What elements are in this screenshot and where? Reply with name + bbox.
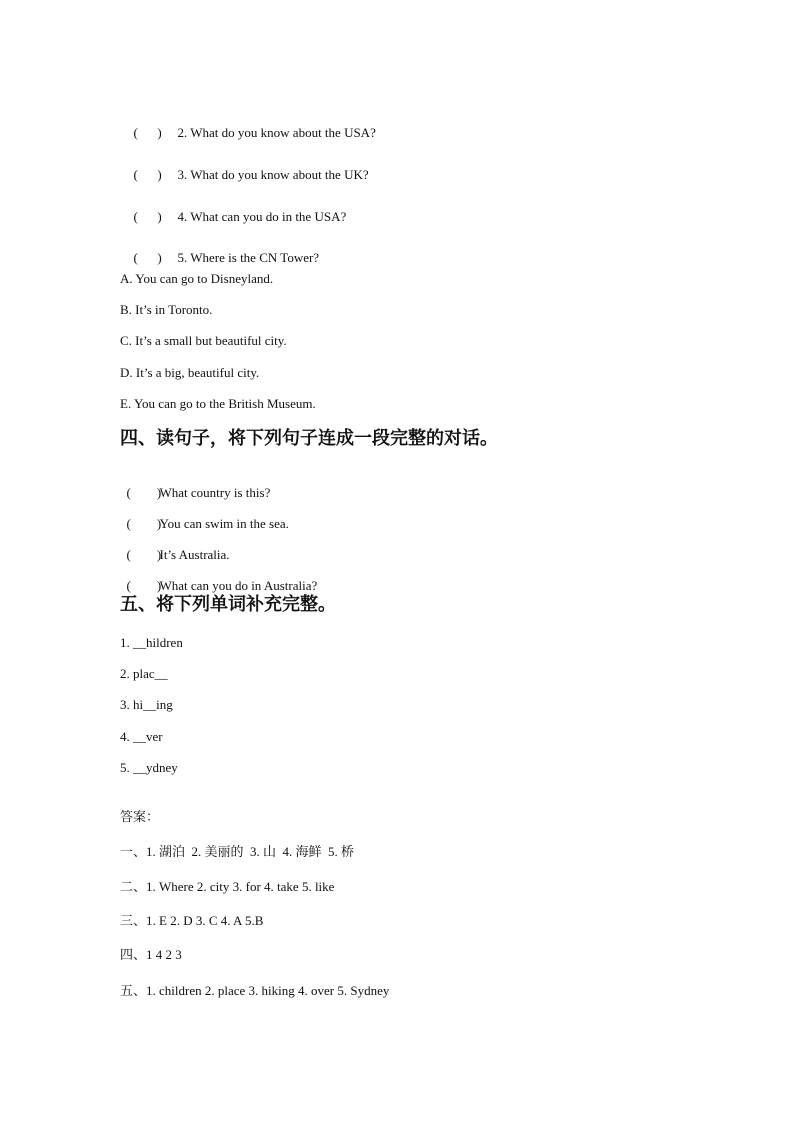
answer-blank: ( ): [133, 250, 162, 265]
question-row: [127, 193, 346, 225]
question-text: 2. What do you know about the USA?: [177, 125, 376, 140]
answer-blank: ( ): [126, 516, 162, 531]
word-item: 2. plac__: [120, 666, 168, 681]
dialogue-text: What can you do in Australia?: [159, 578, 318, 593]
answer-blank: ( ): [126, 547, 162, 562]
answer-blank: ( ): [133, 167, 162, 182]
dialogue-text: You can swim in the sea.: [159, 516, 289, 531]
question-text: 3. What do you know about the UK?: [177, 167, 369, 182]
question-text: 5. Where is the CN Tower?: [177, 250, 320, 265]
word-item: 3. hi__ing: [120, 697, 173, 712]
answer-blank: ( ): [133, 209, 162, 224]
answer-line: 三、1. E 2. D 3. C 4. A 5.B: [120, 913, 264, 928]
word-item: 5. __ydney: [120, 760, 178, 775]
dialogue-row: [120, 500, 289, 532]
answers-title: 答案：: [120, 810, 160, 825]
dialogue-text: What country is this?: [159, 485, 271, 500]
answer-blank: ( ): [133, 125, 162, 140]
option-item: B. It’s in Toronto.: [120, 302, 213, 317]
section-heading: 四、读句子，将下列句子连成一段完整的对话。: [120, 428, 498, 449]
section-heading: 五、将下列单词补充完整。: [120, 594, 336, 615]
question-row: [127, 109, 376, 141]
dialogue-text: It’s Australia.: [159, 547, 230, 562]
answer-line: 四、1 4 2 3: [120, 947, 182, 962]
dialogue-row: [120, 469, 270, 501]
option-item: C. It’s a small but beautiful city.: [120, 333, 287, 348]
dialogue-row: [120, 562, 317, 594]
word-item: 4. __ver: [120, 729, 163, 744]
question-row: [127, 234, 319, 266]
dialogue-row: [120, 531, 230, 563]
option-item: E. You can go to the British Museum.: [120, 396, 316, 411]
answer-blank: ( ): [126, 578, 162, 593]
question-row: [127, 151, 369, 183]
answer-blank: ( ): [126, 485, 162, 500]
option-item: D. It’s a big, beautiful city.: [120, 365, 260, 380]
option-item: A. You can go to Disneyland.: [120, 271, 274, 286]
answer-line: 一、1. 湖泊 2. 美丽的 3. 山 4. 海鲜 5. 桥: [120, 844, 355, 859]
word-item: 1. __hildren: [120, 635, 183, 650]
answer-line: 五、1. children 2. place 3. hiking 4. over 5. Sydney: [120, 983, 390, 998]
answer-line: 二、1. Where 2. city 3. for 4. take 5. like: [120, 879, 335, 894]
question-text: 4. What can you do in the USA?: [177, 209, 347, 224]
